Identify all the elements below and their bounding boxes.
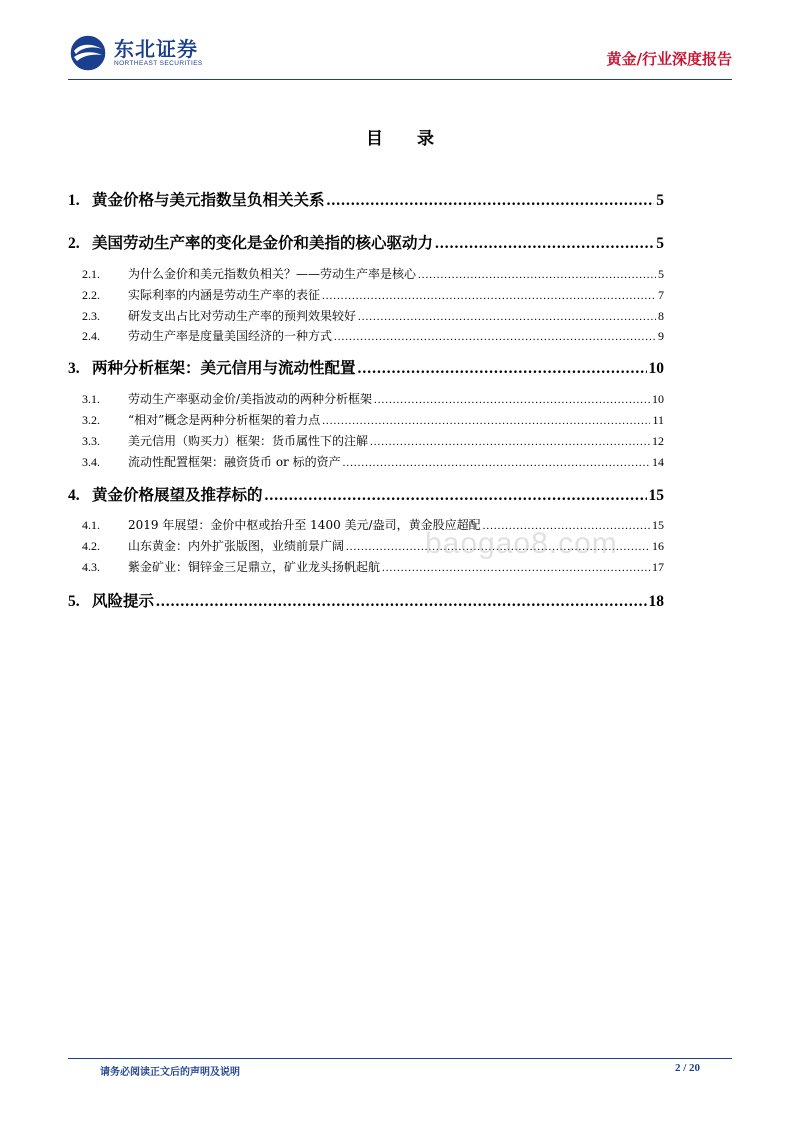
toc-entry-page: 7 [658,288,664,302]
toc-entry[interactable] [82,286,664,303]
toc-title: 目 录 [366,129,448,149]
toc-entry-number: 2.1. [82,267,100,281]
northeast-securities-logo-icon [68,33,108,73]
toc-entry[interactable] [82,453,664,470]
toc-entry-title: 两种分析框架：美元信用与流动性配置 [92,359,356,377]
toc-entry[interactable] [82,432,664,449]
toc-entry-number: 2. [68,235,80,252]
toc-entry[interactable] [82,327,664,344]
toc-dot-leader [418,269,656,281]
toc-entry-number: 3.1. [82,392,100,406]
toc-entry-number: 3.4. [82,455,100,469]
toc-entry[interactable] [82,307,664,324]
toc-entry-page: 8 [658,309,664,323]
page-header [68,32,732,78]
toc-entry-number: 2.4. [82,329,100,343]
footer-divider [68,1058,732,1059]
toc-dot-leader [358,360,647,378]
toc-entry-page: 16 [652,539,664,553]
toc-entry[interactable] [82,411,664,428]
toc-entry[interactable] [82,390,664,407]
brand-name-en: NORTHEAST SECURITIES [114,60,203,67]
toc-entry-page: 14 [652,455,664,469]
toc-entry[interactable] [68,188,664,210]
toc-dot-leader [334,331,656,343]
toc-entry-page: 12 [652,434,664,448]
toc-entry-page: 15 [648,487,664,504]
toc-entry[interactable] [82,265,664,282]
toc-entry-number: 1. [68,192,80,209]
watermark: baogao8.com [425,527,618,560]
toc-entry-title: 黄金价格展望及推荐标的 [92,486,263,504]
report-type-label: 黄金/行业深度报告 [606,50,732,68]
toc-entry-number: 3. [68,360,80,377]
toc-entry-title: 流动性配置框架：融资货币 or 标的资产 [128,455,341,469]
footer-disclaimer: 请务必阅读正文后的声明及说明 [100,1067,240,1078]
toc-dot-leader [156,593,646,611]
toc-entry-page: 10 [652,392,664,406]
toc-entry-title: “相对”概念是两种分析框架的着力点 [128,413,321,427]
toc-entry-title: 美元信用（购买力）框架：货币属性下的注解 [128,434,369,448]
toc-entry-page: 9 [658,329,664,343]
toc-entry-number: 4.3. [82,560,100,574]
toc-dot-leader [374,394,650,406]
brand-name-cn: 东北证券 [114,37,198,61]
header-divider [68,79,732,80]
toc-entry[interactable] [68,483,664,505]
toc-dot-leader [382,562,650,574]
toc-entry-number: 4.1. [82,518,100,532]
toc-entry-page: 5 [658,267,664,281]
toc-entry-page: 15 [652,518,664,532]
toc-dot-leader [265,487,647,505]
toc-entry-number: 5. [68,593,80,610]
toc-entry[interactable] [68,356,664,378]
toc-entry-page: 5 [656,192,664,209]
toc-entry-page: 18 [648,593,664,610]
toc-dot-leader [327,192,655,210]
toc-entry-number: 4. [68,487,80,504]
toc-entry[interactable] [68,231,664,253]
page-indicator: 2 / 20 [674,1062,700,1074]
toc-entry-title: 研发支出占比对劳动生产率的预判效果较好 [128,309,357,323]
toc-entry-title: 黄金价格与美元指数呈负相关关系 [92,191,325,209]
toc-entry-title: 风险提示 [92,592,155,610]
toc-entry-number: 4.2. [82,539,100,553]
toc-entry-number: 3.2. [82,413,100,427]
toc-dot-leader [322,290,656,302]
toc-dot-leader [343,457,650,469]
toc-entry-title: 为什么金价和美元指数负相关？——劳动生产率是核心 [128,267,417,281]
company-logo [68,32,203,74]
toc-entry-number: 2.2. [82,288,100,302]
toc-entry-page: 10 [648,360,664,377]
toc-dot-leader [358,311,656,323]
toc-entry-title: 劳动生产率是度量美国经济的一种方式 [128,329,333,343]
toc-entry-title: 劳动生产率驱动金价/美指波动的两种分析框架 [128,392,373,406]
toc-dot-leader [322,415,650,427]
toc-entry-title: 实际利率的内涵是劳动生产率的表征 [128,288,321,302]
toc-entry-title: 紫金矿业：铜锌金三足鼎立，矿业龙头扬帆起航 [128,560,381,574]
toc-entry-number: 2.3. [82,309,100,323]
toc-entry-title: 山东黄金：内外扩张版图，业绩前景广阔 [128,539,345,553]
toc-entry-title: 2019 年展望：金价中枢或抬升至 1400 美元/盎司，黄金股应超配 [128,518,481,532]
toc-entry-title: 美国劳动生产率的变化是金价和美指的核心驱动力 [92,234,434,252]
toc-entry-page: 17 [652,560,664,574]
toc-dot-leader [370,436,650,448]
toc-dot-leader [435,235,654,253]
toc-entry-page: 5 [656,235,664,252]
toc-entry[interactable] [68,589,664,611]
toc-entry-number: 3.3. [82,434,100,448]
toc-entry-page: 11 [652,413,664,427]
